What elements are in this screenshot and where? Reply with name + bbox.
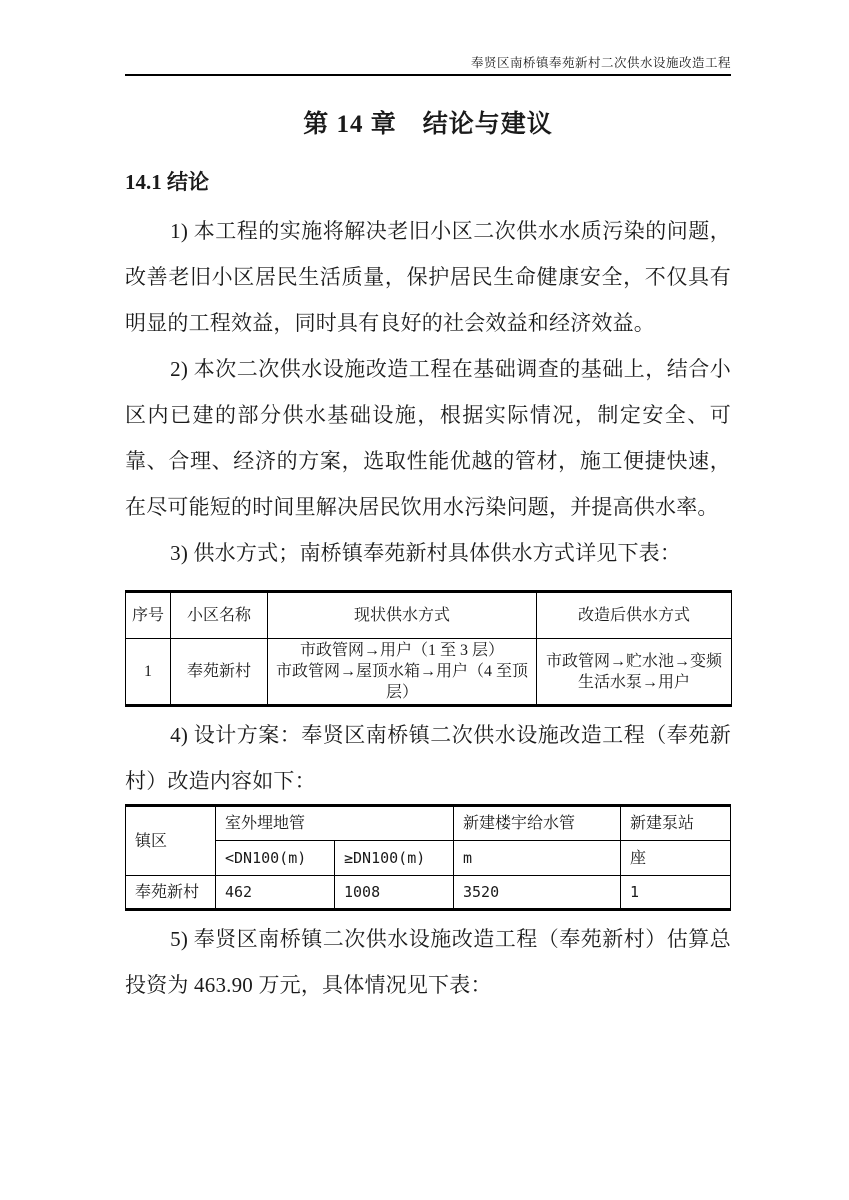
reno-col-pump-station-header: 新建泵站 xyxy=(621,806,731,841)
supply-col-community-header: 小区名称 xyxy=(171,592,268,639)
supply-cell-community: 奉苑新村 xyxy=(171,639,268,706)
supply-table-data-row xyxy=(126,639,732,706)
supply-table-header-row xyxy=(126,592,732,639)
supply-after-line-2: 生活水泵→用户 xyxy=(577,673,690,691)
renovation-content-table xyxy=(125,804,731,911)
reno-subcol-lt-dn100: <DN100(m) xyxy=(216,841,335,876)
supply-col-current-header: 现状供水方式 xyxy=(268,592,537,639)
chapter-title: 第 14 章 结论与建议 xyxy=(303,111,553,138)
reno-cell-ge-dn100: 1008 xyxy=(335,876,454,910)
reno-cell-building-pipe: 3520 xyxy=(454,876,621,910)
paragraph-investment: 5) 奉贤区南桥镇二次供水设施改造工程（奉苑新村）估算总投资为 463.90 万元，具体情况见下表： xyxy=(125,927,731,997)
running-header-text: 奉贤区南桥镇奉苑新村二次供水设施改造工程 xyxy=(470,56,731,70)
paragraph-conclusion-2: 2) 本次二次供水设施改造工程在基础调查的基础上，结合小区内已建的部分供水基础设施，根据实际情况，制定安全、可靠、合理、经济的方案，选取性能优越的管材，施工便捷快速，在尽可能短的时间里解决居民饮用水污染问题，并提高供水率。 xyxy=(125,357,731,519)
supply-mode-table xyxy=(125,590,732,707)
reno-subcol-pump-unit: 座 xyxy=(621,841,731,876)
reno-table-data-row xyxy=(126,876,731,910)
section-heading: 14.1 结论 xyxy=(125,170,209,194)
supply-cell-seq: 1 xyxy=(126,639,171,706)
supply-after-line-1: 市政管网→贮水池→变频 xyxy=(545,652,722,670)
reno-subcol-building-unit: m xyxy=(454,841,621,876)
supply-col-after-header: 改造后供水方式 xyxy=(537,592,732,639)
supply-current-line-1: 市政管网→用户（1 至 3 层） xyxy=(299,642,504,659)
paragraph-supply-mode-intro: 3) 供水方式；南桥镇奉苑新村具体供水方式详见下表： xyxy=(170,541,682,565)
supply-col-seq-header: 序号 xyxy=(126,592,171,639)
reno-cell-lt-dn100: 462 xyxy=(216,876,335,910)
supply-cell-current xyxy=(268,639,537,706)
reno-table-header-row-2 xyxy=(126,841,731,876)
reno-table-header-row-1 xyxy=(126,806,731,841)
reno-col-buried-pipe-header: 室外埋地管 xyxy=(216,806,454,841)
reno-cell-pump-station: 1 xyxy=(621,876,731,910)
reno-subcol-ge-dn100: ≥DN100(m) xyxy=(335,841,454,876)
paragraph-design-scheme: 4) 设计方案：奉贤区南桥镇二次供水设施改造工程（奉苑新村）改造内容如下： xyxy=(125,723,731,793)
reno-col-town-header: 镇区 xyxy=(126,806,216,876)
paragraph-conclusion-1: 1) 本工程的实施将解决老旧小区二次供水水质污染的问题，改善老旧小区居民生活质量，保护居民生命健康安全，不仅具有明显的工程效益，同时具有良好的社会效益和经济效益。 xyxy=(125,219,731,335)
supply-cell-after xyxy=(537,639,732,706)
reno-col-building-pipe-header: 新建楼宇给水管 xyxy=(454,806,621,841)
reno-cell-town: 奉苑新村 xyxy=(126,876,216,910)
supply-current-line-2: 市政管网→屋顶水箱→用户（4 至顶层） xyxy=(275,663,528,701)
running-header xyxy=(125,0,731,76)
